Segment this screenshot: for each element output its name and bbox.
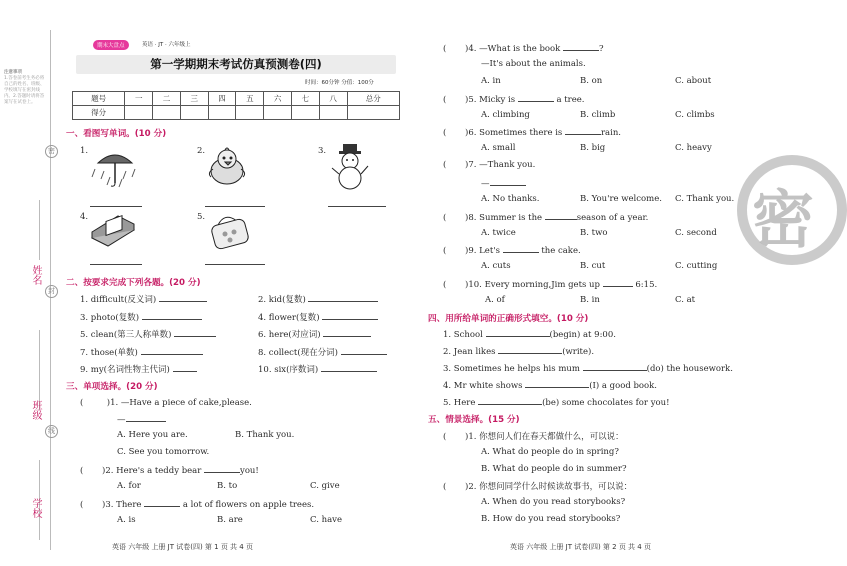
s2-item-5	[80, 328, 216, 340]
mc-q10: ( )10. Every morning,Jim gets up 6:15.	[443, 280, 658, 290]
fill-item-text: 1. School	[443, 330, 483, 340]
fill-item-4	[443, 379, 657, 391]
mc-q10-stem: )10. Every morning,Jim gets up	[465, 280, 600, 290]
seal-mark-3: 线	[45, 425, 58, 438]
mc-q1	[80, 397, 252, 408]
pic-answer-3[interactable]	[328, 198, 386, 207]
score-input-cell[interactable]	[180, 106, 208, 120]
mc-q6-option-a[interactable]: A. small	[481, 143, 516, 153]
mc-q7-stem: )7. —Thank you.	[465, 160, 536, 170]
mc-q5-stem-a: )5. Micky is	[465, 95, 516, 105]
fill-item-text: (do) the housework.	[646, 364, 733, 374]
mc-q10-blank[interactable]	[603, 278, 633, 287]
fill-item-2	[443, 345, 594, 357]
s2-item-text: 2. kid(复数)	[258, 295, 306, 305]
section3-title: 三、单项选择。(20 分)	[66, 382, 158, 392]
mc-q7-dash: —	[481, 179, 490, 189]
score-input-cell[interactable]	[264, 106, 292, 120]
fill-item-1	[443, 328, 616, 340]
fill-item-5	[443, 396, 670, 408]
score-cell-header: 二	[153, 92, 181, 106]
mc-q9-option-a[interactable]: A. cuts	[481, 261, 511, 271]
s2-item-8	[258, 346, 387, 358]
score-cell-header: 题号	[73, 92, 125, 106]
mc-q4: ( )4. —What is the book ?	[443, 44, 604, 54]
mc-q2-option-c[interactable]: C. give	[310, 481, 340, 491]
seal-mark-2: 封	[45, 285, 58, 298]
mc-q9-stem-a: )9. Let's	[465, 246, 500, 256]
mc-q2: ( )2. Here's a teddy bear you!	[80, 466, 259, 476]
mc-q6-option-b[interactable]: B. big	[580, 143, 606, 153]
score-input-cell[interactable]	[208, 106, 236, 120]
fill-item-text: (begin) at 9:00.	[549, 330, 616, 340]
mc-q9-stem-b: the cake.	[541, 246, 581, 256]
series-badge: 期末大盘点	[93, 40, 129, 50]
pic-number-4: 4.	[80, 212, 89, 222]
fill-item-text: (I) a good book.	[589, 381, 658, 391]
footer-right: 英语 六年级 上册 JT 试卷(四) 第 2 页 共 4 页	[510, 543, 651, 551]
score-input-cell[interactable]	[125, 106, 153, 120]
mc-q6-stem-a: )6. Sometimes there is	[465, 128, 563, 138]
mc-q1-option-b[interactable]: B. Thank you.	[235, 430, 295, 440]
s2-answer-8[interactable]	[341, 346, 387, 355]
mc-q8-blank[interactable]	[545, 211, 577, 220]
mc-q7-blank[interactable]	[490, 177, 526, 186]
pic-number-2: 2.	[197, 146, 206, 156]
pic-answer-4[interactable]	[90, 256, 142, 265]
score-cell-header: 六	[264, 92, 292, 106]
footer-left: 英语 六年级 上册 JT 试卷(四) 第 1 页 共 4 页	[112, 543, 253, 551]
pic-answer-2[interactable]	[205, 198, 265, 207]
mc-q10-option-a[interactable]: A. of	[485, 295, 505, 305]
s2-answer-5[interactable]	[174, 328, 216, 337]
section2-title: 二、按要求完成下列各题。(20 分)	[66, 278, 201, 288]
mc-q7-option-c[interactable]: C. Thank you.	[675, 194, 735, 204]
pic-number-1: 1.	[80, 146, 89, 156]
snowman-picture	[330, 142, 370, 190]
mc-q7-dash-line	[481, 177, 526, 189]
mc-q8-stem-b: season of a year.	[576, 213, 649, 223]
score-cell-header: 八	[319, 92, 347, 106]
mc-q4-blank[interactable]	[563, 42, 599, 51]
fill-item-3	[443, 362, 733, 374]
mc-q9-option-b[interactable]: B. cut	[580, 261, 606, 271]
fill-item-text: 2. Jean likes	[443, 347, 496, 357]
mc-q5-option-c[interactable]: C. climbs	[675, 110, 715, 120]
mc-answer-1[interactable]	[86, 397, 104, 405]
score-input-cell[interactable]	[292, 106, 320, 120]
score-cell-header: 三	[180, 92, 208, 106]
s2-answer-6[interactable]	[323, 328, 371, 337]
fill-item-text: (write).	[562, 347, 595, 357]
class-label: 班级	[30, 400, 41, 420]
s2-answer-1[interactable]	[159, 293, 207, 302]
s2-item-9	[80, 363, 197, 375]
mc-q4-stem-b: ?	[599, 44, 604, 54]
fill-answer-3[interactable]	[583, 362, 647, 371]
pic-number-5: 5.	[197, 212, 206, 222]
mc-q5: ( )5. Micky is a tree.	[443, 95, 585, 105]
score-row-label: 得分	[73, 106, 125, 120]
sit-q1: ( )1. 你想问人们在春天都做什么，可以说：	[443, 432, 624, 442]
score-cell-header: 一	[125, 92, 153, 106]
mc-q10-option-c[interactable]: C. at	[675, 295, 696, 305]
mc-paren-open: (	[80, 398, 84, 408]
notice-text: 1.答卷前考生务必将自己的姓名、班级、学校填写在密封线内。2.答题时请将答案写在试卷上。	[4, 76, 45, 105]
class-line	[39, 330, 40, 410]
mc-q1-dash-line	[117, 413, 166, 425]
mc-q2-stem-b: you!	[240, 466, 259, 476]
mc-q2-stem-a: )2. Here's a teddy bear	[102, 466, 202, 476]
s2-answer-9[interactable]	[173, 363, 197, 372]
seal-mark-1: 密	[45, 145, 58, 158]
s2-item-3	[80, 311, 202, 323]
mc-q1-stem: 1. —Have a piece of cake,please.	[110, 398, 252, 408]
sit-q1-stem: )1. 你想问人们在春天都做什么，可以说：	[465, 432, 624, 442]
section5-title: 五、情景选择。(15 分)	[428, 415, 520, 425]
name-line	[39, 200, 40, 260]
mc-q8-option-c[interactable]: C. second	[675, 228, 717, 238]
sit-q2-stem: )2. 你想问同学什么时候读故事书，可以说：	[465, 482, 633, 492]
mc-q6-blank[interactable]	[565, 126, 601, 135]
mc-q10-stem-b: 6:15.	[635, 280, 658, 290]
fill-item-text: 4. Mr white shows	[443, 381, 523, 391]
pic-number-3: 3.	[318, 146, 327, 156]
name-label: 姓名	[30, 265, 41, 285]
score-input-cell[interactable]	[319, 106, 347, 120]
s2-answer-7[interactable]	[141, 346, 203, 355]
book-picture	[88, 210, 138, 250]
school-label: 学校	[30, 498, 41, 518]
s2-item-text: 10. six(序数词)	[258, 365, 319, 375]
mc-q7-option-b[interactable]: B. You're welcome.	[580, 194, 662, 204]
score-input-cell[interactable]	[236, 106, 264, 120]
s2-item-10	[258, 363, 377, 375]
s2-item-text: 7. those(单数)	[80, 348, 138, 358]
mc-q4-stem-a: )4. —What is the book	[465, 44, 561, 54]
s2-item-text: 1. difficult(反义词)	[80, 295, 157, 305]
fill-item-text: (be) some chocolates for you!	[542, 398, 670, 408]
sit-q2-option-b[interactable]: B. How do you read storybooks?	[481, 514, 621, 524]
section4-title: 四、用所给单词的正确形式填空。(10 分)	[428, 314, 589, 324]
fill-answer-4[interactable]	[525, 379, 589, 388]
mc-q3-stem-a: )3. There	[102, 500, 142, 510]
mc-q6-stem-b: rain.	[600, 128, 622, 138]
mc-q5-option-b[interactable]: B. climb	[580, 110, 616, 120]
s2-item-text: 9. my(名词性物主代词)	[80, 365, 170, 375]
mc-paren-close: )	[106, 398, 111, 408]
mc-q3-option-b[interactable]: B. are	[217, 515, 243, 525]
s2-item-2	[258, 293, 378, 305]
mc-q7-option-a[interactable]: A. No thanks.	[481, 194, 540, 204]
score-input-cell[interactable]	[153, 106, 181, 120]
mc-q3-option-a[interactable]: A. is	[117, 515, 136, 525]
series-label: 英语 · JT · 六年级上	[142, 42, 191, 48]
mc-q6-option-c[interactable]: C. heavy	[675, 143, 712, 153]
sit-q2: ( )2. 你想问同学什么时候读故事书，可以说：	[443, 482, 633, 492]
mc-q4-option-c[interactable]: C. about	[675, 76, 712, 86]
mc-q3-stem-b: a lot of flowers on apple trees.	[182, 500, 315, 510]
mc-q5-option-a[interactable]: A. climbing	[481, 110, 530, 120]
sit-q1-option-a[interactable]: A. What do people do in spring?	[481, 447, 619, 457]
s2-item-text: 8. collect(现在分词)	[258, 348, 338, 358]
mc-q4-reply: —It's about the animals.	[481, 59, 586, 69]
fill-answer-5[interactable]	[478, 396, 542, 405]
time-info: 时间：60分钟 分值：100分	[305, 80, 374, 86]
mc-q3: ( )3. There a lot of flowers on apple trees.	[80, 500, 315, 510]
score-input-cell[interactable]	[347, 106, 399, 120]
mc-q1-dash: —	[117, 415, 126, 425]
s2-item-text: 6. here(对应词)	[258, 330, 321, 340]
mc-q7: ( )7. —Thank you.	[443, 160, 536, 170]
binding-strip	[0, 0, 58, 566]
fill-item-text: 3. Sometimes he helps his mum	[443, 364, 580, 374]
mc-q9: ( )9. Let's the cake.	[443, 246, 581, 256]
fill-answer-1[interactable]	[486, 328, 550, 337]
title-bar	[76, 55, 396, 74]
s2-answer-4[interactable]	[322, 311, 378, 320]
s2-item-6	[258, 328, 371, 340]
score-table	[72, 91, 400, 120]
mc-q5-blank[interactable]	[518, 93, 554, 102]
pic-answer-1[interactable]	[90, 198, 142, 207]
s2-item-text: 5. clean(第三人称单数)	[80, 330, 172, 340]
mc-q3-option-c[interactable]: C. have	[310, 515, 342, 525]
mc-q8-stem-a: )8. Summer is the	[465, 213, 543, 223]
mc-q10-option-b[interactable]: B. in	[580, 295, 600, 305]
mc-q8-option-b[interactable]: B. two	[580, 228, 608, 238]
watermark-stamp-text: 密	[752, 183, 815, 256]
bird-picture	[205, 145, 250, 190]
rain-umbrella-picture	[90, 145, 140, 190]
mc-q1-blank[interactable]	[126, 413, 166, 422]
mc-q6: ( )6. Sometimes there is rain.	[443, 128, 622, 138]
fill-item-text: 5. Here	[443, 398, 476, 408]
s2-answer-10[interactable]	[321, 363, 377, 372]
section1-title: 一、看图写单词。(10 分)	[66, 129, 167, 139]
mc-q8-option-a[interactable]: A. twice	[481, 228, 516, 238]
s2-item-text: 4. flower(复数)	[258, 313, 320, 323]
s2-item-text: 3. photo(复数)	[80, 313, 140, 323]
notice-box	[4, 70, 48, 106]
s2-answer-2[interactable]	[308, 293, 378, 302]
sit-q1-option-b[interactable]: B. What do people do in summer?	[481, 464, 627, 474]
sit-q2-option-a[interactable]: A. When do you read storybooks?	[481, 497, 626, 507]
mc-q9-option-c[interactable]: C. cutting	[675, 261, 718, 271]
score-table-header-row	[73, 92, 400, 106]
s2-item-4	[258, 311, 378, 323]
score-cell-header: 五	[236, 92, 264, 106]
mc-q2-blank[interactable]	[204, 464, 240, 473]
s2-item-1	[80, 293, 207, 305]
page-title: 第一学期期末考试仿真预测卷(四)	[150, 57, 322, 71]
mc-q4-option-b[interactable]: B. on	[580, 76, 603, 86]
notice-title: 注意事项	[4, 70, 22, 75]
mc-q8: ( )8. Summer is the season of a year.	[443, 213, 649, 223]
mc-q2-option-a[interactable]: A. for	[117, 481, 141, 491]
pic-answer-5[interactable]	[205, 256, 265, 265]
mc-q3-blank[interactable]	[144, 498, 180, 507]
score-cell-header: 七	[292, 92, 320, 106]
fill-answer-2[interactable]	[498, 345, 562, 354]
score-cell-header: 四	[208, 92, 236, 106]
mc-q9-blank[interactable]	[503, 244, 539, 253]
mc-q4-option-a[interactable]: A. in	[481, 76, 501, 86]
score-cell-header: 总分	[347, 92, 399, 106]
mc-q5-stem-b: a tree.	[556, 95, 585, 105]
mc-q1-option-c[interactable]: C. See you tomorrow.	[117, 447, 210, 457]
s2-item-7	[80, 346, 203, 358]
mc-q2-option-b[interactable]: B. to	[217, 481, 238, 491]
s2-answer-3[interactable]	[142, 311, 202, 320]
score-table-score-row	[73, 106, 400, 120]
mc-q1-option-a[interactable]: A. Here you are.	[117, 430, 188, 440]
bag-picture	[207, 210, 253, 252]
